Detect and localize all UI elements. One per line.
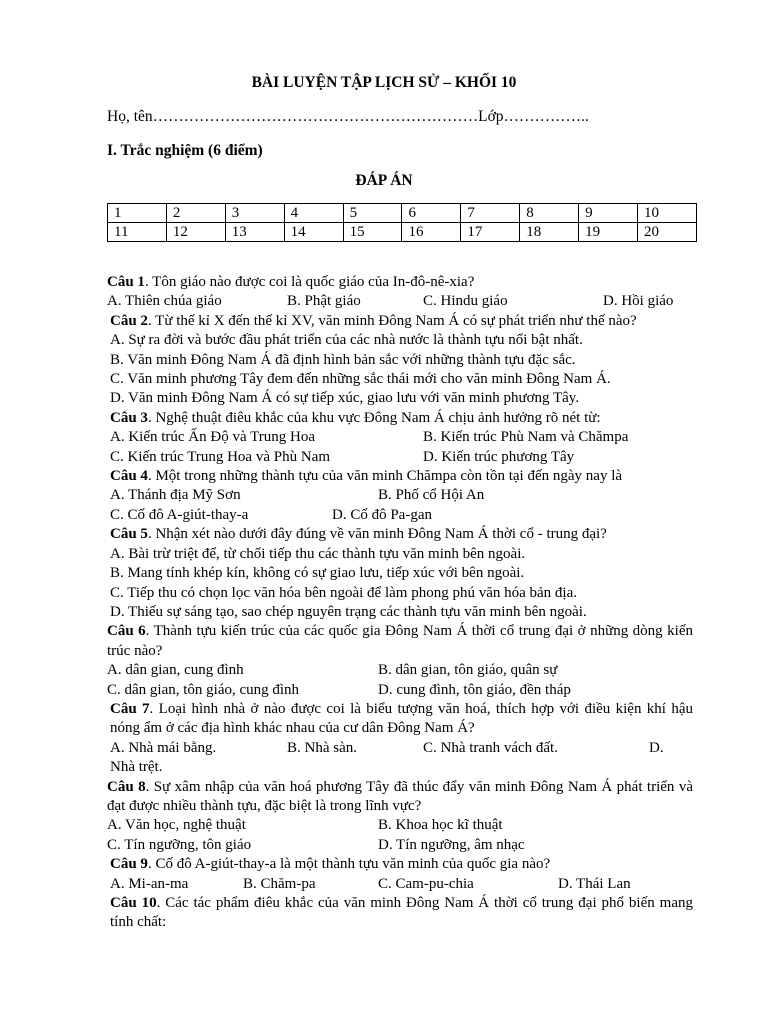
option-c: C. Kiến trúc Trung Hoa và Phù Nam [110, 448, 330, 465]
option-b: B. Nhà sàn. [287, 739, 357, 756]
question-label: Câu 2 [110, 312, 148, 329]
question-4 [107, 467, 693, 486]
options-row [107, 292, 693, 311]
answer-cell: 15 [343, 223, 402, 242]
question-label: Câu 5 [110, 526, 148, 543]
option-d: D. Kiến trúc phương Tây [423, 448, 575, 465]
option-d: D. Thiếu sự sáng tạo, sao chép nguyên trạng các thành tựu văn minh bên ngoài. [110, 603, 587, 620]
option-c: C. Nhà tranh vách đất. [423, 739, 558, 756]
answer-cell: 2 [166, 204, 225, 223]
answer-cell: 13 [225, 223, 284, 242]
answer-cell: 6 [402, 204, 461, 223]
question-text: . Các tác phẩm điêu khắc của văn minh Đông Nam Á thời cổ trung đại phổ biến mang tính chất: [110, 895, 693, 931]
option-d: D. Hồi giáo [603, 293, 674, 310]
answer-grid-row [108, 204, 697, 223]
answer-cell: 4 [284, 204, 343, 223]
option-b: B. Kiến trúc Phù Nam và Chămpa [423, 429, 629, 446]
question-label: Câu 6 [107, 623, 146, 640]
answer-cell: 16 [402, 223, 461, 242]
option-b: B. dân gian, tôn giáo, quân sự [378, 662, 558, 679]
question-7 [107, 700, 693, 739]
answer-cell: 8 [520, 204, 579, 223]
question-text: . Một trong những thành tựu của văn minh Chămpa còn tồn tại đến ngày nay là [147, 468, 623, 485]
answer-grid [107, 203, 697, 242]
options-row [107, 506, 693, 525]
option-c: C. Cam-pu-chia [378, 875, 474, 892]
options-row [107, 428, 693, 447]
answer-cell: 19 [579, 223, 638, 242]
option-b: B. Văn minh Đông Nam Á đã định hình bản sắc với những thành tựu đặc sắc. [110, 351, 576, 368]
answer-key-title: ĐÁP ÁN [355, 172, 413, 189]
option-a: A. Bài trừ triệt để, từ chối tiếp thu các thành tựu văn minh bên ngoài. [110, 545, 526, 562]
option-b: B. Khoa học kĩ thuật [378, 817, 503, 834]
option-c: C. Tín ngưỡng, tôn giáo [107, 836, 252, 853]
document-title: BÀI LUYỆN TẬP LỊCH SỬ – KHỐI 10 [251, 74, 517, 91]
question-10 [107, 894, 693, 933]
option-b: B. Mang tính khép kín, không có sự giao lưu, tiếp xúc với bên ngoài. [110, 565, 525, 582]
option-b: B. Phật giáo [287, 293, 361, 310]
answer-cell: 7 [461, 204, 520, 223]
option-d-text: Nhà trệt. [110, 759, 163, 776]
question-9 [107, 855, 693, 874]
option-c: C. dân gian, tôn giáo, cung đình [107, 681, 300, 698]
question-label: Câu 8 [107, 778, 146, 795]
question-text: . Nhận xét nào dưới đây đúng về văn minh Đông Nam Á thời cổ - trung đại? [147, 526, 607, 543]
question-text: . Sự xâm nhập của văn hoá phương Tây đã thúc đẩy văn minh Đông Nam Á phát triển và đạt được nhiều thành tựu, đặc biệt là trong lĩnh vực? [107, 778, 693, 814]
question-label: Câu 7 [110, 700, 150, 717]
question-3 [107, 409, 693, 428]
question-text: . Nghệ thuật điêu khắc của khu vực Đông Nam Á chịu ảnh hưởng rõ nét từ: [147, 409, 601, 426]
answer-cell: 18 [520, 223, 579, 242]
question-text: . Thành tựu kiến trúc của các quốc gia Đông Nam Á thời cổ trung đại ở những dòng kiến trúc nào? [107, 623, 693, 659]
option-d: D. Thái Lan [558, 875, 631, 892]
options-row [107, 448, 693, 467]
section-heading: I. Trắc nghiệm (6 điểm) [107, 142, 263, 159]
option-a: A. Văn học, nghệ thuật [107, 817, 246, 834]
question-5 [107, 525, 693, 544]
option-a: A. Thánh địa Mỹ Sơn [110, 487, 241, 504]
question-label: Câu 3 [110, 409, 148, 426]
option-d: D. [649, 739, 664, 756]
question-label: Câu 4 [110, 468, 148, 485]
question-8 [107, 778, 693, 817]
options-row [107, 486, 693, 505]
answer-cell: 10 [638, 204, 697, 223]
answer-cell: 12 [166, 223, 225, 242]
option-b: B. Chăm-pa [243, 875, 316, 892]
option-a: A. Kiến trúc Ấn Độ và Trung Hoa [110, 429, 315, 446]
option-c: C. Hindu giáo [423, 293, 508, 310]
option-a: A. dân gian, cung đình [107, 662, 244, 679]
option-c: C. Văn minh phương Tây đem đến những sắc thái mới cho văn minh Đông Nam Á. [110, 371, 611, 388]
options-row [107, 875, 693, 894]
answer-cell: 17 [461, 223, 520, 242]
options-row [107, 739, 693, 758]
options-row [107, 681, 693, 700]
question-label: Câu 10 [110, 895, 157, 911]
option-c: C. Cố đô A-giút-thay-a [110, 506, 249, 523]
answer-cell: 1 [108, 204, 167, 223]
question-2 [107, 312, 693, 331]
answer-cell: 5 [343, 204, 402, 223]
option-a: A. Mi-an-ma [110, 875, 189, 892]
question-text: . Loại hình nhà ở nào được coi là biểu tượng văn hoá, thích hợp với điều kiện khí hậu nóng ẩm ở các địa hình khác nhau của cư dân Đông Nam Á? [110, 700, 693, 737]
option-a: A. Nhà mái bằng. [110, 739, 217, 756]
question-label: Câu 9 [110, 856, 148, 873]
answer-cell: 9 [579, 204, 638, 223]
option-d: D. Cố đô Pa-gan [332, 506, 432, 523]
answer-grid-row [108, 223, 697, 242]
answer-cell: 11 [108, 223, 167, 242]
answer-cell: 3 [225, 204, 284, 223]
option-d: D. Văn minh Đông Nam Á có sự tiếp xúc, giao lưu với văn minh phương Tây. [110, 390, 580, 407]
option-d: D. cung đình, tôn giáo, đền tháp [378, 681, 571, 698]
option-b: B. Phố cổ Hội An [378, 487, 485, 504]
options-row [107, 661, 693, 680]
question-text: . Cố đô A-giút-thay-a là một thành tựu văn minh của quốc gia nào? [147, 856, 551, 873]
question-label: Câu 1 [107, 274, 145, 290]
options-row [107, 816, 693, 835]
question-text: . Từ thế kỉ X đến thế kỉ XV, văn minh Đông Nam Á có sự phát triển như thế nào? [147, 312, 637, 329]
question-6 [107, 622, 693, 661]
option-d: D. Tín ngưỡng, âm nhạc [378, 836, 525, 853]
question-1 [107, 273, 693, 292]
question-text: . Tôn giáo nào được coi là quốc giáo của In-đô-nê-xia? [144, 274, 475, 290]
question-list [107, 273, 693, 933]
option-c: C. Tiếp thu có chọn lọc văn hóa bên ngoài để làm phong phú văn hóa bản địa. [110, 584, 577, 601]
option-a: A. Sự ra đời và bước đầu phát triển của các nhà nước là thành tựu nổi bật nhất. [110, 332, 583, 349]
student-name-class-line: Họ, tên………………………………………………………Lớp…………….. [107, 108, 589, 125]
answer-cell: 20 [638, 223, 697, 242]
options-row [107, 836, 693, 855]
answer-cell: 14 [284, 223, 343, 242]
option-a: A. Thiên chúa giáo [107, 293, 222, 310]
